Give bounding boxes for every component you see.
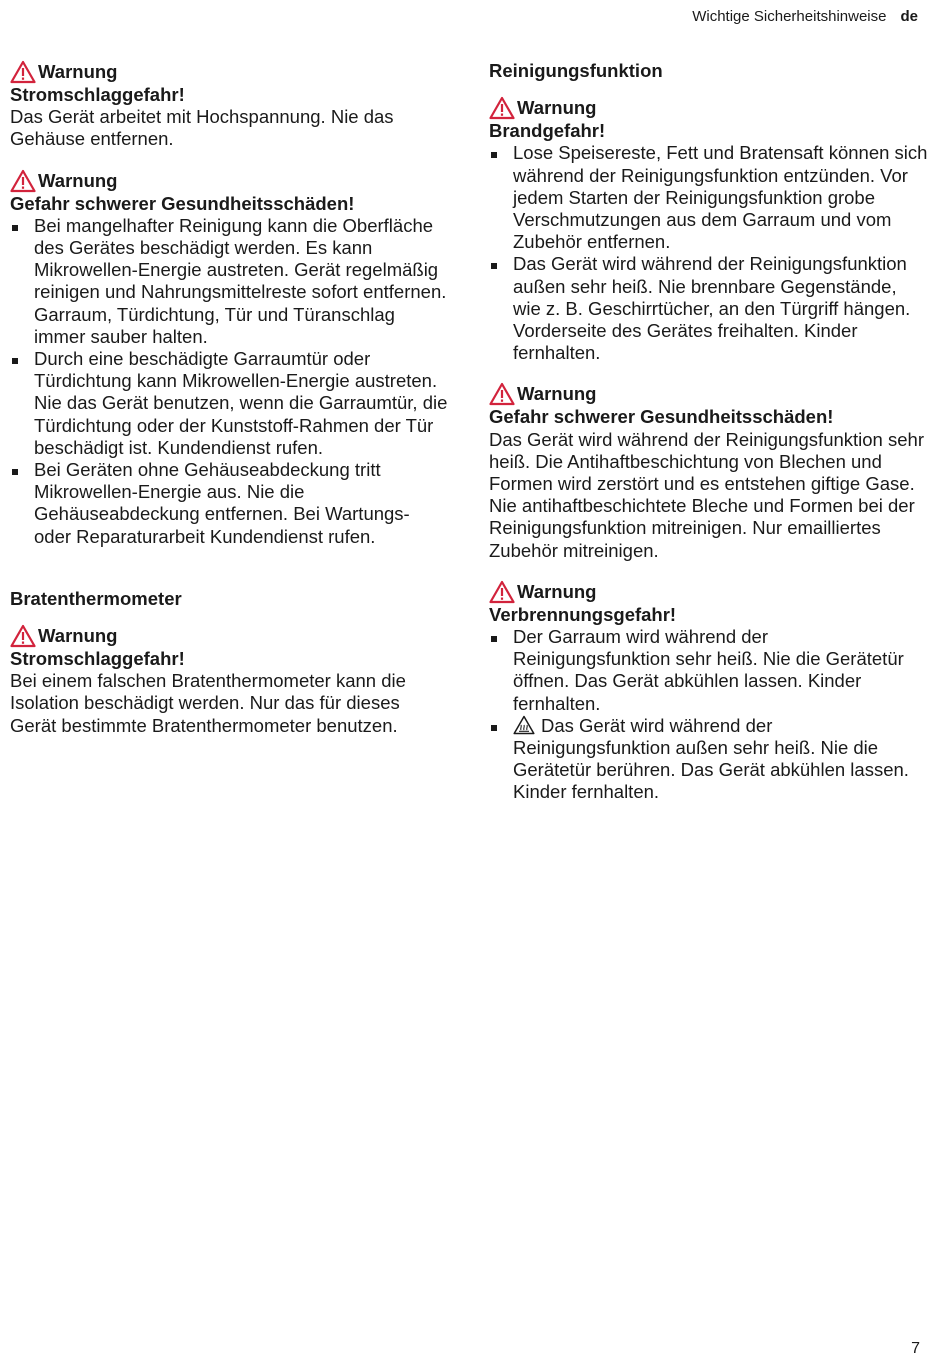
warning-triangle-icon bbox=[489, 382, 515, 406]
warning-heading bbox=[10, 169, 450, 193]
warning-text: Bei einem falschen Bratenthermometer kann die Isolation beschädigt werden. Nur das für dieses Gerät bestimmte Bratenthermometer benutzen. bbox=[10, 670, 406, 736]
list-item: Der Garraum wird während der Reinigungsfunktion sehr heiß. Nie die Gerätetür öffnen. Das Gerät abkühlen lassen. Kinder fernhalten. bbox=[489, 626, 929, 715]
left-column bbox=[10, 60, 450, 755]
list-item bbox=[489, 715, 929, 804]
list-item: Bei Geräten ohne Gehäuseabdeckung tritt Mikrowellen-Energie aus. Nie die Gehäuseabdeckung entfernen. Bei Wartungs- oder Reparaturarbeit Kundendienst rufen. bbox=[10, 459, 450, 548]
hazard-title: Brandgefahr! bbox=[489, 120, 606, 142]
warning-label: Warnung bbox=[38, 624, 118, 646]
section-title: Reinigungsfunktion bbox=[489, 60, 663, 81]
page-number: 7 bbox=[911, 1340, 920, 1357]
warning-block bbox=[489, 96, 929, 364]
warning-block bbox=[10, 624, 450, 737]
warning-heading bbox=[10, 624, 450, 648]
bullet-list bbox=[489, 142, 929, 364]
list-item: Bei mangelhafter Reinigung kann die Oberfläche des Gerätes beschädigt werden. Es kann Mikrowellen-Energie austreten. Gerät regelmäßig reinigen und Nahrungsmittelreste sofort entfernen. Garraum, Türdichtung, Tür und Türanschlag immer sauber halten. bbox=[10, 215, 450, 348]
list-item: Lose Speisereste, Fett und Bratensaft können sich während der Reinigungsfunktion entzünden. Vor jedem Starten der Reinigungsfunktion grobe Verschmutzungen aus dem Garraum und vom Zubehör entfernen. bbox=[489, 142, 929, 253]
warning-triangle-icon bbox=[489, 580, 515, 604]
hot-surface-warning-icon bbox=[513, 715, 535, 735]
right-column bbox=[489, 60, 929, 822]
hazard-title: Stromschlaggefahr! bbox=[10, 648, 185, 670]
hazard-title: Stromschlaggefahr! bbox=[10, 84, 185, 105]
warning-triangle-icon bbox=[10, 60, 36, 84]
bullet-list bbox=[489, 626, 929, 804]
bullet-list bbox=[10, 215, 450, 548]
hazard-title: Verbrennungsgefahr! bbox=[489, 603, 677, 625]
hazard-title: Gefahr schwerer Gesundheitsschäden! bbox=[10, 192, 355, 214]
warning-heading bbox=[489, 96, 929, 120]
warning-heading bbox=[10, 60, 450, 84]
warning-label: Warnung bbox=[38, 169, 118, 191]
warning-label: Warnung bbox=[517, 580, 597, 602]
warning-triangle-icon bbox=[489, 96, 515, 120]
warning-block bbox=[489, 580, 929, 804]
warning-block bbox=[10, 60, 450, 151]
list-item: Durch eine beschädigte Garraumtür oder Türdichtung kann Mikrowellen-Energie austreten. Nie das Gerät benutzen, wenn die Garraumtür, die Türdichtung oder der Kunststoff-Rahmen der Tür beschädigt ist. Kundendienst rufen. bbox=[10, 348, 450, 459]
warning-heading bbox=[489, 580, 929, 604]
header-language: de bbox=[900, 8, 918, 25]
warning-block bbox=[10, 169, 450, 548]
list-item-text: Das Gerät wird während der Reinigungsfunktion außen sehr heiß. Nie die Gerätetür berühren. Das Gerät abkühlen lassen. Kinder fernhalten. bbox=[513, 714, 909, 803]
warning-text: Das Gerät wird während der Reinigungsfunktion sehr heiß. Die Antihaftbeschichtung von Blechen und Formen wird zerstört und es entstehen giftige Gase. Nie antihaftbeschichtete Bleche und Formen bei der Reinigungsfunktion mitreinigen. Nur emailliertes Zubehör mitreinigen. bbox=[489, 428, 924, 561]
hazard-title: Gefahr schwerer Gesundheitsschäden! bbox=[489, 406, 834, 428]
warning-triangle-icon bbox=[10, 624, 36, 648]
warning-block bbox=[489, 382, 929, 561]
warning-text: Das Gerät arbeitet mit Hochspannung. Nie das Gehäuse entfernen. bbox=[10, 106, 394, 150]
list-item: Das Gerät wird während der Reinigungsfunktion außen sehr heiß. Nie brennbare Gegenstände, wie z. B. Geschirrtücher, an den Türgriff hängen. Vorderseite des Gerätes freihalten. Kinder fernhalten. bbox=[489, 253, 929, 364]
warning-heading bbox=[489, 382, 929, 406]
warning-triangle-icon bbox=[10, 169, 36, 193]
running-header bbox=[692, 8, 918, 25]
warning-label: Warnung bbox=[38, 60, 118, 82]
warning-label: Warnung bbox=[517, 97, 597, 119]
section-title: Bratenthermometer bbox=[10, 587, 182, 609]
header-title: Wichtige Sicherheitshinweise bbox=[692, 8, 887, 25]
warning-label: Warnung bbox=[517, 383, 597, 405]
